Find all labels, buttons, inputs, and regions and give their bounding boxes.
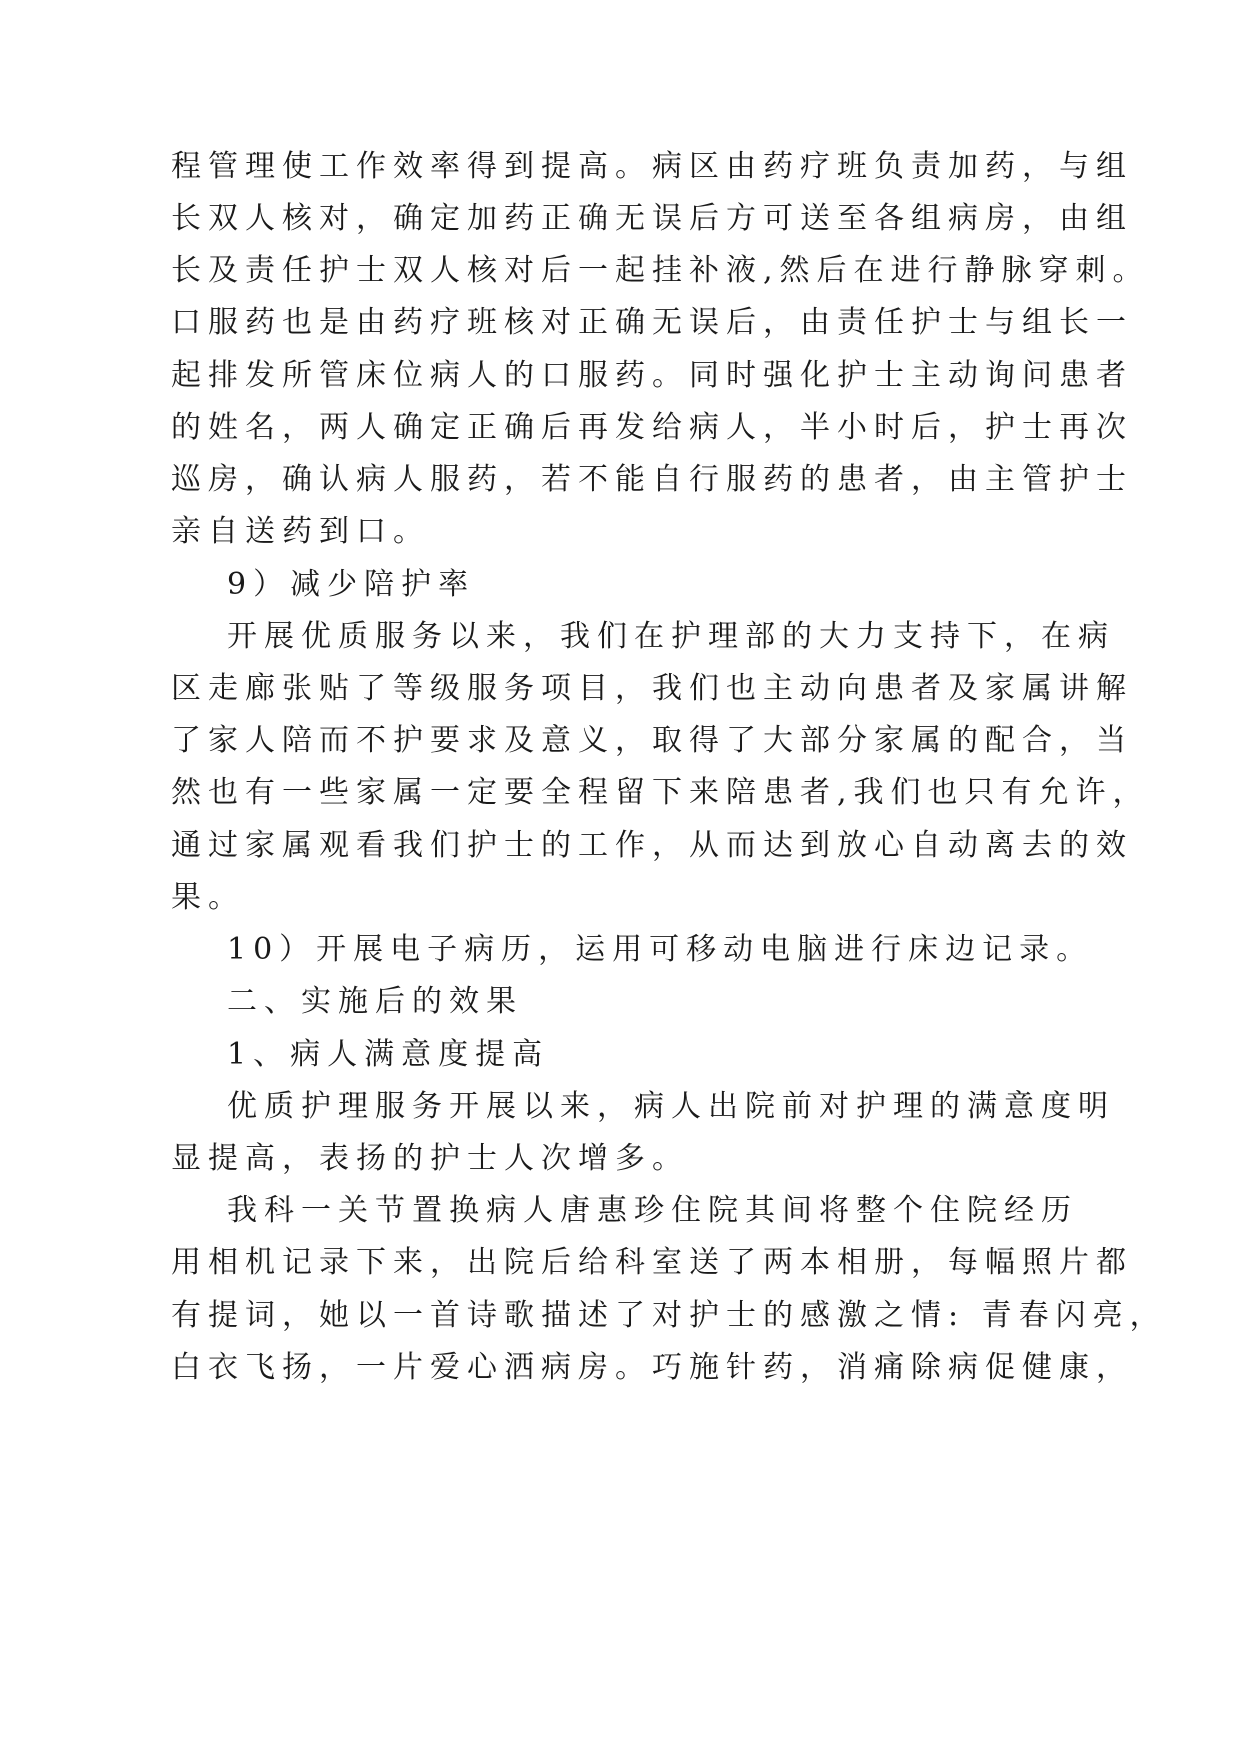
body-text-line: 巡房，确认病人服药，若不能自行服药的患者，由主管护士 bbox=[171, 462, 1133, 497]
section-heading-results: 二、实施后的效果 bbox=[227, 984, 523, 1019]
body-text-line: 长及责任护士双人核对后一起挂补液,然后在进行静脉穿刺。 bbox=[171, 253, 1150, 288]
body-text-line: 长双人核对，确定加药正确无误后方可送至各组病房，由组 bbox=[171, 201, 1133, 236]
body-text-line: 亲自送药到口。 bbox=[171, 514, 430, 549]
body-text-line: 果。 bbox=[171, 880, 245, 915]
body-text-line: 起排发所管床位病人的口服药。同时强化护士主动询问患者 bbox=[171, 358, 1133, 393]
body-text-line: 有提词，她以一首诗歌描述了对护士的感激之情: 青春闪亮， bbox=[171, 1298, 1167, 1333]
section-heading-9: 9）减少陪护率 bbox=[227, 567, 476, 602]
body-text-line: 程管理使工作效率得到提高。病区由药疗班负责加药，与组 bbox=[171, 149, 1133, 184]
body-text-line: 了家人陪而不护要求及意义，取得了大部分家属的配合，当 bbox=[171, 723, 1133, 758]
body-text-line: 然也有一些家属一定要全程留下来陪患者,我们也只有允许， bbox=[171, 775, 1150, 810]
body-text-line: 的姓名，两人确定正确后再发给病人，半小时后，护士再次 bbox=[171, 410, 1133, 445]
body-text-line: 通过家属观看我们护士的工作，从而达到放心自动离去的效 bbox=[171, 828, 1133, 863]
body-text-line: 优质护理服务开展以来，病人出院前对护理的满意度明 bbox=[227, 1089, 1115, 1124]
body-text-line: 开展优质服务以来，我们在护理部的大力支持下，在病 bbox=[227, 619, 1115, 654]
section-heading-10: 10）开展电子病历，运用可移动电脑进行床边记录。 bbox=[227, 932, 1094, 967]
body-text-line: 白衣飞扬，一片爱心洒病房。巧施针药，消痛除病促健康， bbox=[171, 1350, 1133, 1385]
body-text-line: 我科一关节置换病人唐惠珍住院其间将整个住院经历 bbox=[227, 1193, 1078, 1228]
body-text-line: 显提高，表扬的护士人次增多。 bbox=[171, 1141, 689, 1176]
body-text-line: 区走廊张贴了等级服务项目，我们也主动向患者及家属讲解 bbox=[171, 671, 1133, 706]
body-text-line: 口服药也是由药疗班核对正确无误后，由责任护士与组长一 bbox=[171, 305, 1133, 340]
body-text-line: 用相机记录下来，出院后给科室送了两本相册，每幅照片都 bbox=[171, 1245, 1133, 1280]
subsection-heading-satisfaction: 1、病人满意度提高 bbox=[227, 1037, 550, 1072]
